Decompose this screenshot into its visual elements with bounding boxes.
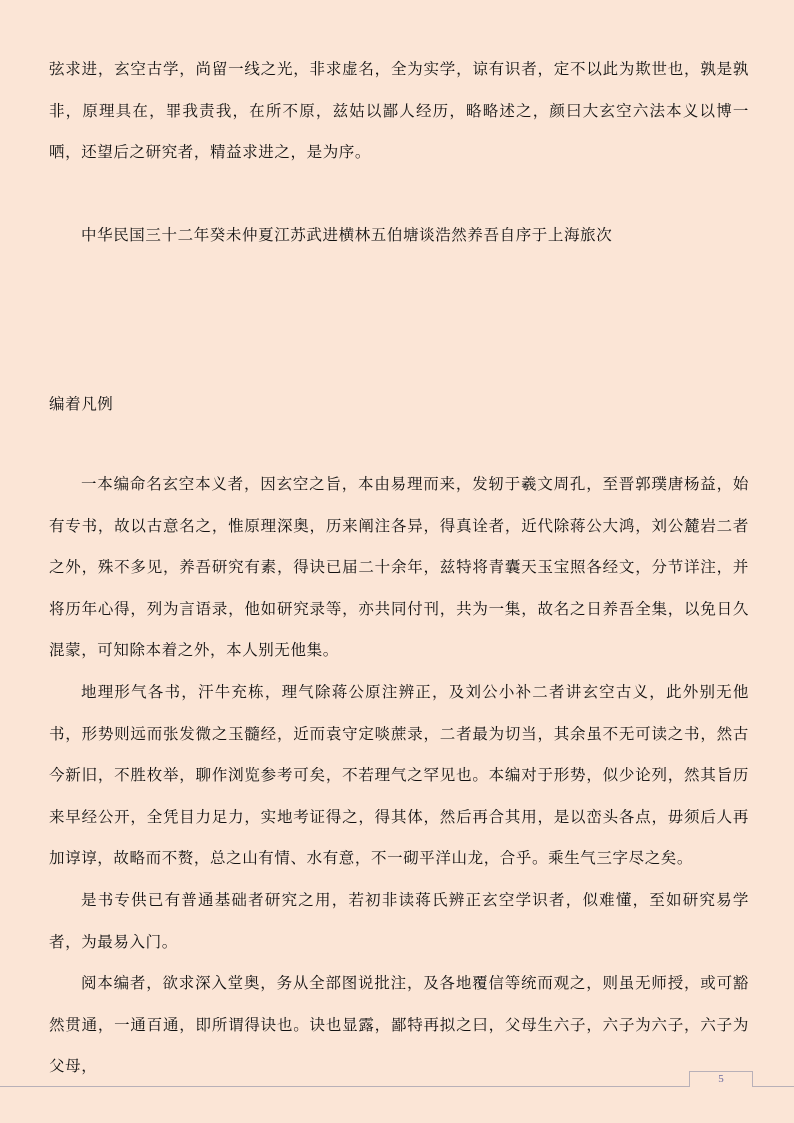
page-number: 5 — [689, 1071, 753, 1087]
section-paragraph-2: 地理形气各书，汗牛充栋，理气除蒋公原注辨正，及刘公小补二者讲玄空古义，此外别无他书，形势则远而张发微之玉髓经，近而袁守定啖蔗录，二者最为切当，其余虽不无可读之书，然古今新旧，不胜枚举，聊作浏览参考可矣，不若理气之罕见也。本编对于形势，似少论列，然其旨历来早经公开，全凭目力足力，实地考证得之，得其体，然后再合其用，是以峦头各点，毋须后人再加谆谆，故略而不赘，总之山有情、水有意，不一砌平洋山龙，合乎。乘生气三字尽之矣。 — [49, 683, 749, 867]
section-paragraph-1: 一本编命名玄空本义者，因玄空之旨，本由易理而来，发轫于羲文周孔，至晋郭璞唐杨益，始有专书，故以古意名之，惟原理深奥，历来阐注各异，得真诠者，近代除蒋公大鸿，刘公麓岩二者之外，殊不多见，养吾研究有素，得诀已届二十余年，兹特将青囊天玉宝照各经文，分节详注，并将历年心得，列为言语录，他如研究录等，亦共同付刊，共为一集，故名之日养吾全集，以免日久混蒙，可知除本着之外，本人别无他集。 — [49, 475, 749, 659]
preface-line-2: 原理具在，罪我责我，在所不原，兹姑以鄙人经历，略略述之，颜曰大玄空六法本义以博一哂，还望 — [49, 101, 749, 161]
preface-line-3: 后之研究者，精益求进之，是为序。 — [113, 143, 372, 161]
footer-rule — [0, 1086, 794, 1087]
section-paragraph-3: 是书专供已有普通基础者研究之用，若初非读蒋氏辨正玄空学识者，似难懂，至如研究易学者，为最易入门。 — [49, 891, 749, 951]
preface-closing-paragraph — [49, 49, 749, 174]
preface-dateline: 中华民国三十二年癸未仲夏江苏武进横林五伯塘谈浩然养吾自序于上海旅次 — [81, 226, 613, 244]
section-heading: 编着凡例 — [49, 395, 114, 413]
preface-line-1: 弦求进，玄空古学，尚留一线之光，非求虚名，全为实学，谅有识者，定不以此为欺世也，孰是孰非， — [49, 60, 749, 120]
section-paragraph-4: 阅本编者，欲求深入堂奥，务从全部图说批注，及各地覆信等统而观之，则虽无师授，或可豁然贯通，一通百通，即所谓得诀也。诀也显露，鄙特再拟之曰，父母生六子，六子为六子，六子为父母， — [49, 974, 749, 1075]
